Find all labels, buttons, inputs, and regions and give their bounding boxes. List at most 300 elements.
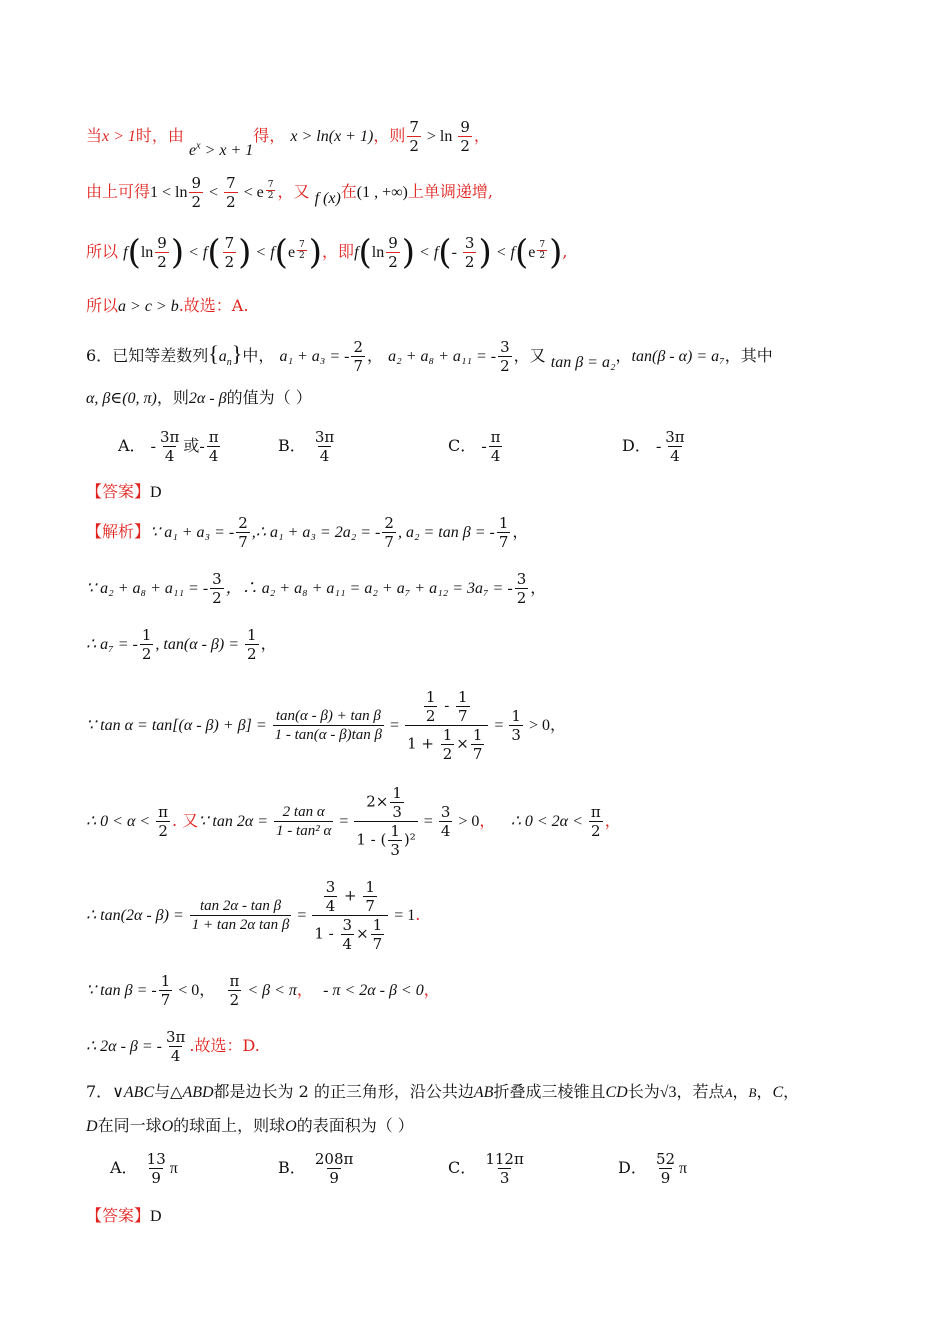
numerator: 1: [141, 626, 152, 644]
fraction: [341, 916, 355, 953]
denominator: 2: [229, 991, 240, 1009]
numerator: 52: [655, 1150, 676, 1168]
denominator: 7: [160, 991, 171, 1009]
text: . 又: [172, 811, 199, 830]
text: ，: [530, 578, 547, 597]
math: x > ln(x + 1): [290, 128, 374, 145]
denominator: 2: [212, 589, 222, 607]
math: CD: [605, 1084, 628, 1101]
option-label: B．: [278, 1158, 306, 1177]
text: ，又: [277, 182, 315, 201]
q6-option-b[interactable]: [278, 428, 338, 465]
math: =: [386, 717, 404, 734]
numerator: 1: [247, 626, 257, 644]
math: =: [490, 717, 508, 734]
text: 当: [86, 126, 103, 145]
answer-value: D: [150, 1208, 162, 1225]
q6-analysis-1: [86, 514, 528, 551]
denominator: 4: [325, 897, 336, 915]
q7-option-a[interactable]: [110, 1150, 178, 1187]
text: 折叠成三棱锥且: [493, 1082, 606, 1101]
denominator: 3: [511, 726, 521, 744]
fraction: [313, 1150, 356, 1187]
numerator: 112π: [485, 1150, 524, 1168]
text: .: [415, 905, 421, 924]
math: < f: [251, 244, 275, 261]
prev-line-4: [86, 298, 248, 315]
text: ，若点: [676, 1082, 725, 1101]
exponent-fraction: [297, 240, 307, 261]
numerator: 7: [224, 234, 235, 252]
numerator: 9: [157, 234, 167, 252]
fraction: [158, 428, 181, 465]
fraction: [371, 916, 385, 953]
fraction: [382, 514, 396, 551]
denominator: 2: [409, 137, 419, 155]
denominator: 7: [472, 745, 483, 763]
option-label: A．: [118, 436, 146, 455]
text: ，: [473, 126, 490, 145]
q7-option-c[interactable]: [448, 1150, 528, 1187]
numerator: 7: [409, 118, 419, 136]
math: [189, 142, 253, 159]
option-label: D．: [622, 436, 651, 455]
denominator: 2: [464, 253, 475, 271]
denominator: 2: [591, 822, 601, 840]
q6-analysis-7: [86, 972, 440, 1009]
denominator: 2: [158, 822, 168, 840]
text: 中，: [242, 346, 275, 365]
numerator: [364, 784, 408, 821]
q6-option-c[interactable]: [448, 428, 505, 465]
fraction: [155, 234, 169, 271]
fraction: [498, 338, 512, 375]
numerator: 1: [425, 688, 436, 706]
numerator: 7: [299, 240, 305, 250]
numerator: 1: [160, 972, 171, 990]
numerator: 3π: [166, 1028, 186, 1046]
denominator: 7: [498, 533, 509, 551]
math: ∴ 0 < 2α <: [510, 813, 587, 830]
numerator: π: [229, 972, 240, 990]
math: a: [218, 348, 227, 365]
math: > 0: [454, 813, 480, 830]
math: , a₂ = tan β = -: [397, 524, 495, 541]
text: .故选：A.: [178, 296, 249, 315]
fraction: [190, 897, 292, 934]
q7-stem-line-1: [86, 1084, 799, 1101]
math: B: [748, 1085, 757, 1100]
math: O: [285, 1118, 297, 1135]
math: > 0: [524, 717, 550, 734]
operator: -: [439, 696, 455, 715]
text: ，: [756, 1082, 773, 1101]
math: = 1: [390, 907, 416, 924]
option-label: C．: [448, 1158, 477, 1177]
math: -: [150, 438, 156, 455]
q6-stem-line-2: [86, 390, 312, 407]
math: e: [287, 244, 296, 261]
option-label: A．: [110, 1158, 138, 1177]
text: 由上可得: [86, 182, 151, 201]
denominator: 4: [208, 447, 219, 465]
q6-option-a[interactable]: [118, 428, 223, 465]
text: ，: [512, 522, 529, 541]
math: C: [772, 1084, 784, 1101]
math: -: [481, 438, 487, 455]
denominator: 4: [490, 447, 501, 465]
denominator: 1 + tan 2α tan β: [191, 917, 290, 933]
denominator: 2: [191, 193, 202, 211]
brace: }: [231, 341, 243, 366]
fraction: [363, 878, 377, 915]
math: 2α - β: [188, 390, 227, 407]
fraction: [273, 707, 384, 744]
denominator: 2: [460, 137, 470, 155]
numerator: 1: [472, 726, 483, 744]
text: ，: [615, 346, 632, 365]
brace: {: [208, 341, 219, 366]
text: 的球面上，则球: [173, 1116, 286, 1135]
q7-stem-line-2: [86, 1118, 414, 1135]
q6-analysis-4: [86, 688, 566, 763]
exponent-fraction: [537, 240, 547, 261]
denominator: 9: [660, 1169, 671, 1187]
math: ABD: [182, 1084, 214, 1101]
fraction: [515, 570, 529, 607]
numerator: π: [158, 803, 169, 821]
math: ∵ tan β = -: [86, 982, 157, 999]
compound-fraction: [354, 784, 417, 859]
fraction: [140, 626, 154, 663]
q6-analysis-6: [86, 878, 420, 953]
denominator: 7: [372, 935, 383, 953]
option-label: D．: [618, 1158, 647, 1177]
denominator: 4: [164, 447, 175, 465]
q7-option-b[interactable]: [278, 1150, 357, 1187]
answer-tag: 【答案】: [86, 482, 151, 501]
denominator: 2: [539, 251, 546, 261]
math: ∵ tan 2α =: [198, 813, 273, 830]
fraction: [210, 570, 224, 607]
fraction: [164, 1028, 187, 1065]
text: 所以: [86, 296, 119, 315]
text: ，其中: [724, 346, 773, 365]
fraction: [236, 514, 250, 551]
fraction: [223, 234, 237, 271]
paren: ): [308, 232, 323, 273]
math: ,∴ a₁ + a₃ = 2a₂ = -: [251, 524, 381, 541]
math: a₂ + a₈ + a₁₁ = -: [388, 348, 497, 365]
numerator: 1: [392, 784, 402, 802]
operator: ×: [456, 734, 469, 753]
fraction: [224, 174, 238, 211]
fraction: [509, 707, 523, 744]
paren: ): [549, 232, 563, 273]
numerator: 9: [388, 234, 398, 252]
operator: +: [339, 886, 362, 905]
text: 长为: [627, 1082, 660, 1101]
numerator: 1: [458, 688, 468, 706]
paren: ): [401, 232, 416, 273]
numerator: 3π: [665, 428, 685, 446]
numerator: 7: [267, 180, 274, 190]
numerator: 3: [342, 916, 353, 934]
q6-analysis-8: [86, 1028, 260, 1065]
math: ∴ tan(2α - β) =: [86, 907, 188, 924]
numerator: 13: [146, 1150, 166, 1168]
math: AB: [473, 1084, 494, 1101]
fraction: [388, 822, 402, 859]
fraction: [654, 1150, 677, 1187]
denominator: 2: [224, 253, 235, 271]
answer-value: D: [150, 484, 162, 501]
denominator: 2: [247, 645, 257, 663]
fraction: [159, 972, 173, 1009]
fraction: [274, 803, 333, 840]
denominator: 4: [670, 447, 680, 465]
paren: ): [478, 232, 492, 273]
math: 1 < ln: [150, 184, 188, 201]
math: ∴ 2α - β = -: [86, 1038, 162, 1055]
fraction: [463, 234, 477, 271]
math: -: [451, 244, 461, 261]
numerator: 1: [511, 707, 521, 725]
numerator: 2: [384, 514, 394, 532]
denominator: 2: [299, 251, 305, 261]
denominator: 7: [365, 897, 375, 915]
math: =: [335, 813, 353, 830]
fraction: [189, 174, 203, 211]
text: ,: [562, 242, 568, 261]
numerator: 1: [372, 916, 383, 934]
fraction: [424, 688, 438, 725]
fraction: [589, 803, 603, 840]
q6-option-d[interactable]: [622, 428, 689, 465]
numerator: 9: [460, 118, 470, 136]
denominator: 2: [425, 707, 436, 725]
fraction: [207, 428, 221, 465]
text: 已知等差数列: [112, 346, 209, 365]
text: 在同一球: [97, 1116, 162, 1135]
fraction: [458, 118, 472, 155]
text: ，: [550, 715, 567, 734]
math: ∵ tan α = tan[(α - β) + β] =: [86, 717, 271, 734]
answer-tag: 【答案】: [86, 1206, 151, 1225]
fraction: [497, 514, 511, 551]
text: ，: [604, 811, 621, 830]
q7-answer: [86, 1208, 162, 1225]
numerator: 3: [516, 570, 527, 588]
question-number: 7．: [86, 1082, 113, 1101]
denominator: 4: [342, 935, 353, 953]
text: ，则: [373, 126, 406, 145]
numerator: 3: [500, 338, 510, 356]
numerator: 3: [325, 878, 336, 896]
denominator: 4: [170, 1047, 181, 1065]
denominator: 3: [392, 803, 402, 821]
math: ln: [371, 244, 385, 261]
text: 在: [340, 182, 357, 201]
fraction: [489, 428, 503, 465]
math: -: [655, 438, 662, 455]
math-sub: n: [226, 357, 232, 369]
numerator: [320, 878, 381, 915]
math: α, β∈(0, π): [86, 390, 157, 407]
math: - π < 2α - β < 0: [323, 982, 424, 999]
math: A: [724, 1085, 733, 1100]
math: -: [199, 438, 205, 455]
q6-answer: [86, 484, 162, 501]
text: ，: [260, 634, 277, 653]
prev-line-2: [86, 174, 493, 211]
paren: (: [274, 232, 288, 273]
denominator: 9: [151, 1169, 161, 1187]
fraction: [483, 1150, 526, 1187]
numerator: 7: [226, 174, 236, 192]
numerator: π: [208, 428, 219, 446]
text: 所以: [86, 242, 119, 261]
question-number: 6．: [86, 346, 113, 365]
text: ，则: [156, 388, 189, 407]
math: <: [205, 184, 223, 201]
numerator: 1: [498, 514, 509, 532]
numerator: 3π: [314, 428, 335, 446]
numerator: tan 2α - tan β: [199, 898, 282, 914]
text: ，: [296, 980, 313, 999]
text: ，: [732, 1082, 749, 1101]
numerator: π: [490, 428, 501, 446]
denominator: 2: [500, 357, 510, 375]
denominator: [354, 821, 417, 859]
math: f: [123, 244, 128, 261]
operator: ×: [356, 924, 369, 943]
math: tan(β - α) = a₇: [631, 348, 725, 365]
operator: )²: [403, 830, 416, 849]
math: f (x): [314, 190, 341, 207]
numerator: 3: [212, 570, 222, 588]
fraction: [663, 428, 686, 465]
text: 的值为（ ）: [226, 388, 312, 407]
q6-stem-line-1: [86, 338, 773, 375]
math: x > 1: [102, 128, 136, 145]
denominator: 7: [353, 357, 364, 375]
numerator: π: [590, 803, 601, 821]
text: ，: [783, 1082, 800, 1101]
fraction: [245, 626, 259, 663]
math: e: [528, 244, 536, 261]
numerator: 3: [440, 803, 451, 821]
math: < f: [184, 244, 208, 261]
math: < f: [491, 244, 515, 261]
denominator: 7: [458, 707, 468, 725]
text: .故选：D.: [189, 1036, 260, 1055]
math: =: [293, 907, 311, 924]
math: D: [86, 1118, 98, 1135]
numerator: 208π: [314, 1150, 354, 1168]
prev-line-3: [86, 234, 567, 271]
q7-option-d[interactable]: [618, 1150, 687, 1187]
text: 与△: [154, 1082, 183, 1101]
math-base: e: [189, 142, 197, 159]
math: ∵ a₂ + a₈ + a₁₁ = -: [86, 580, 209, 597]
math: > ln: [422, 128, 457, 145]
fraction: [439, 803, 453, 840]
operator: 1 - (: [356, 830, 387, 849]
math: ∴ a₇ = -: [86, 636, 138, 653]
paren: (: [358, 232, 372, 273]
denominator: 3: [499, 1169, 510, 1187]
fraction: [456, 688, 470, 725]
denominator: 9: [329, 1169, 339, 1187]
operator: 1 -: [314, 924, 339, 943]
math: π: [679, 1160, 688, 1177]
denominator: 2: [226, 193, 236, 211]
numerator: 2: [353, 338, 364, 356]
text: 时，由: [135, 126, 184, 145]
paren: (: [127, 232, 141, 273]
fraction: [227, 972, 241, 1009]
text: 都是边长为 2 的正三角形，沿公共边: [213, 1082, 474, 1101]
math: (1 , +∞): [356, 184, 408, 201]
fraction: [313, 428, 336, 465]
operator: 2×: [366, 792, 389, 811]
math-sup: x: [196, 140, 201, 152]
math: f: [354, 244, 359, 261]
text: 或: [183, 436, 200, 455]
math: π: [169, 1160, 178, 1177]
text: ，即: [322, 242, 355, 261]
q6-analysis-5: [86, 784, 621, 859]
math: =: [419, 813, 437, 830]
text: ，又: [513, 346, 551, 365]
option-label: B．: [278, 436, 306, 455]
numerator: tan(α - β) + tan β: [275, 708, 381, 724]
compound-fraction: [312, 878, 388, 953]
denominator: 2: [267, 191, 274, 201]
operator: 1 +: [407, 734, 439, 753]
denominator: [405, 725, 488, 763]
text: ，: [479, 811, 496, 830]
text: 上单调递增,: [407, 182, 493, 201]
fraction: [390, 784, 404, 821]
text: 的表面积为（ ）: [296, 1116, 414, 1135]
fraction: [471, 726, 485, 763]
denominator: 2: [442, 745, 453, 763]
math: a > c > b: [118, 298, 179, 315]
fraction: [156, 803, 170, 840]
q6-analysis-3: [86, 626, 277, 663]
denominator: 7: [384, 533, 394, 551]
compound-fraction: [405, 688, 488, 763]
numerator: 2: [238, 514, 248, 532]
math: a₁ + a₃ = -: [279, 348, 350, 365]
numerator: 2 tan α: [282, 804, 325, 820]
numerator: 1: [365, 878, 375, 896]
text: ，: [423, 980, 440, 999]
fraction: [407, 118, 421, 155]
denominator: 2: [157, 253, 167, 271]
denominator: 4: [440, 822, 451, 840]
fraction: [441, 726, 455, 763]
denominator: [312, 915, 388, 953]
q6-analysis-2: [86, 570, 546, 607]
numerator: 1: [390, 822, 400, 840]
fraction: [324, 878, 338, 915]
prev-line-1: [86, 118, 490, 159]
math: tan β = a₂: [550, 354, 616, 371]
denominator: 3: [390, 841, 400, 859]
